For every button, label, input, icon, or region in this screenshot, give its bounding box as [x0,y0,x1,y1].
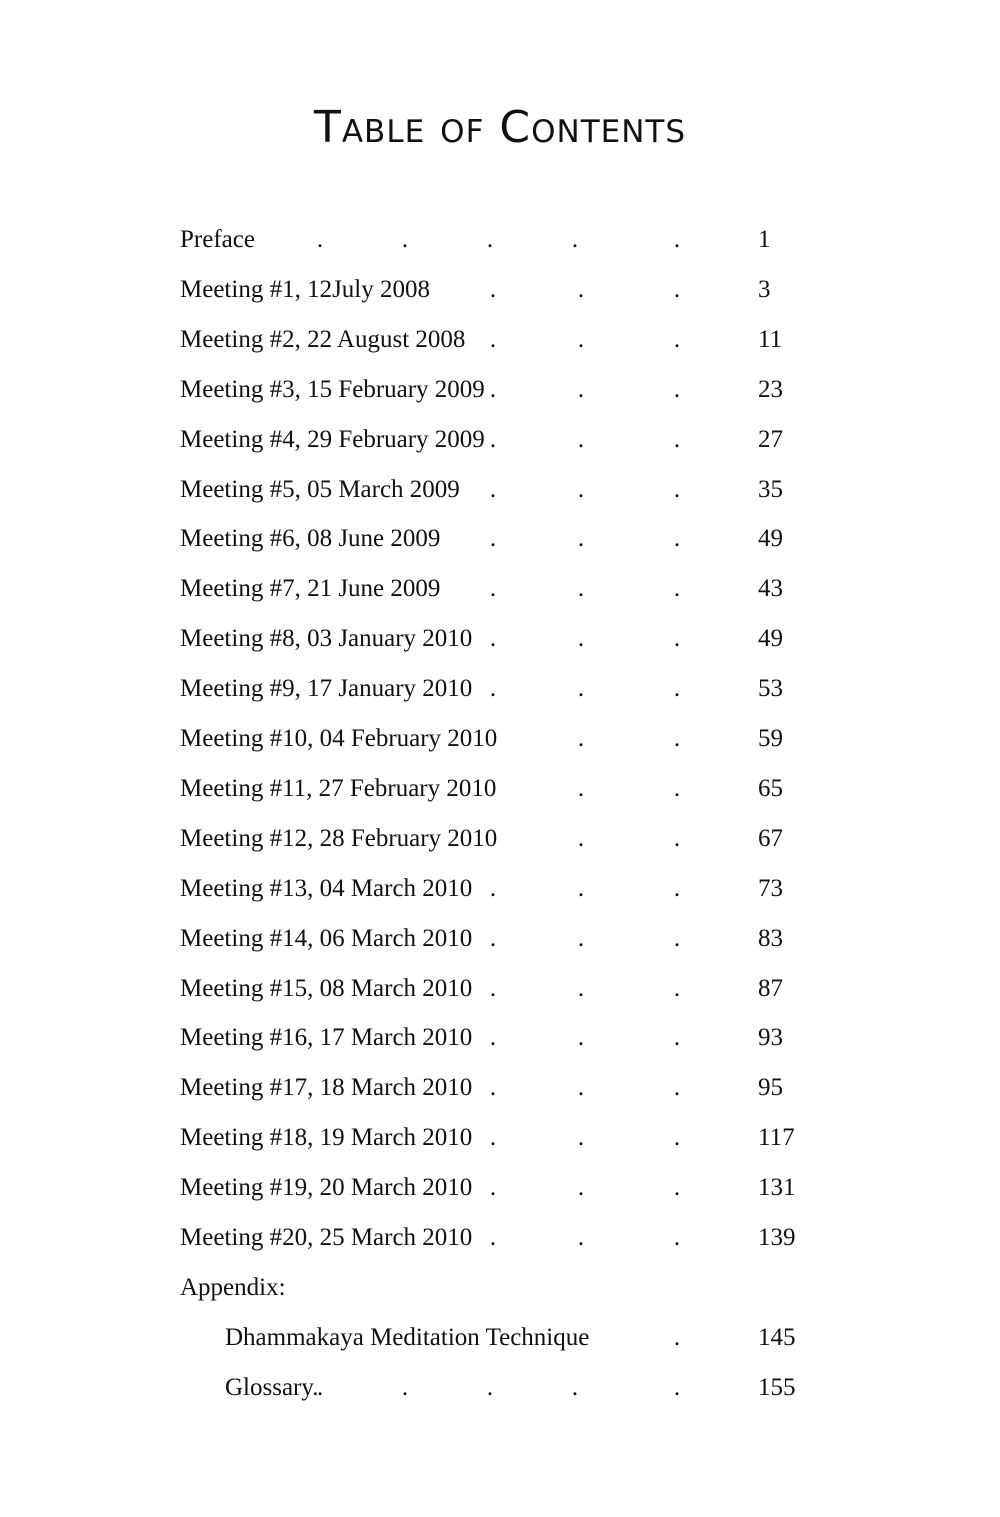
dot-leader [0,220,1000,260]
dot-leader [0,819,1000,859]
leader-dot: . [486,1373,494,1401]
leader-dot: . [577,425,585,453]
toc-entry[interactable] [0,1018,1000,1058]
dot-leader [0,1218,1000,1258]
toc-entry-label: Meeting #20, 25 March 2010 [180,1224,473,1251]
leader-dot: . [489,275,497,303]
leader-dot: . [577,675,585,703]
toc-entry-label: Meeting #17, 18 March 2010 [180,1074,473,1102]
toc-entry-page-number: 1 [758,226,771,253]
toc-entry-page-number: 145 [758,1323,796,1351]
leader-dot: . [316,226,324,253]
leader-dot: . [673,1373,681,1401]
leader-dot: . [489,325,497,353]
toc-entry-label: Meeting #7, 21 June 2009 [180,575,441,603]
leader-dot: . [577,1174,585,1202]
leader-dot: . [577,824,585,852]
toc-entry[interactable] [0,869,1000,909]
dot-leader [0,919,1000,959]
toc-entry-page-number: 65 [758,774,783,802]
toc-entry[interactable] [0,470,1000,510]
leader-dot: . [489,1174,497,1202]
leader-dot: . [577,575,585,603]
dot-leader [0,769,1000,809]
leader-dot: . [673,575,681,603]
toc-entry[interactable] [0,1218,1000,1258]
dot-leader [0,569,1000,609]
toc-entry-label: Meeting #12, 28 February 2010 [180,824,498,852]
leader-dot: . [401,226,409,253]
dot-leader [0,320,1000,360]
toc-entry-page-number: 155 [758,1373,796,1401]
toc-entry[interactable] [0,1118,1000,1158]
leader-dot: . [673,475,681,503]
toc-entry-label: Meeting #2, 22 August 2008 [180,325,466,353]
toc-entry-page-number: 59 [758,725,783,752]
toc-entry[interactable] [0,1168,1000,1208]
leader-dot: . [577,375,585,403]
toc-entry-label: Meeting #15, 08 March 2010 [180,974,473,1002]
leader-dot: . [673,275,681,303]
toc-entry-label: Meeting #19, 20 March 2010 [180,1174,473,1202]
dot-leader [0,420,1000,460]
leader-dot: . [489,974,497,1002]
dot-leader [0,669,1000,709]
leader-dot: . [673,325,681,353]
leader-dot: . [489,425,497,453]
leader-dot: . [577,1024,585,1052]
toc-entry-page-number: 49 [758,525,783,553]
toc-entry-label: Glossary. [225,1373,319,1401]
leader-dot: . [577,625,585,653]
toc-entry[interactable] [0,519,1000,559]
leader-dot: . [673,1224,681,1251]
toc-entry-label: Meeting #1, 12July 2008 [180,275,430,303]
leader-dot: . [489,1024,497,1052]
toc-entry-label: Meeting #11, 27 February 2010 [180,774,497,802]
leader-dot: . [489,1074,497,1102]
toc-entry[interactable] [0,1318,1000,1358]
dot-leader [0,470,1000,510]
leader-dot: . [673,1074,681,1102]
dot-leader [0,370,1000,410]
leader-dot: . [489,874,497,902]
dot-leader [0,1318,1000,1358]
leader-dot: . [571,1373,579,1401]
toc-entry[interactable] [0,919,1000,959]
toc-entry-label: Meeting #8, 03 January 2010 [180,625,473,653]
toc-entry[interactable] [0,270,1000,310]
toc-entry-page-number: 11 [758,325,783,353]
leader-dot: . [673,974,681,1002]
toc-entry-label: Meeting #13, 04 March 2010 [180,874,473,902]
leader-dot: . [673,425,681,453]
leader-dot: . [673,924,681,952]
leader-dot: . [577,525,585,553]
leader-dot: . [489,625,497,653]
dot-leader [0,1168,1000,1208]
leader-dot: . [489,475,497,503]
dot-leader [0,1068,1000,1108]
page-title: Table of Contents [313,102,687,153]
leader-dot: . [489,1124,497,1152]
toc-entry-page-number: 131 [758,1174,796,1202]
leader-dot: . [577,725,585,752]
leader-dot: . [316,1373,324,1401]
toc-entry-label: Meeting #16, 17 March 2010 [180,1024,473,1052]
appendix-heading: Appendix: [180,1273,286,1301]
leader-dot: . [673,1124,681,1152]
toc-entry-page-number: 53 [758,675,783,703]
toc-entry-page-number: 67 [758,824,783,852]
dot-leader [0,1018,1000,1058]
leader-dot: . [489,375,497,403]
leader-dot: . [571,226,579,253]
toc-entry[interactable] [0,769,1000,809]
leader-dot: . [577,974,585,1002]
toc-entry-label: Preface [180,226,255,253]
toc-entry-page-number: 3 [758,275,771,303]
toc-entry[interactable] [0,619,1000,659]
toc-entry[interactable] [0,719,1000,759]
toc-entry-page-number: 139 [758,1224,796,1251]
toc-entry-page-number: 83 [758,924,783,952]
toc-entry[interactable] [0,969,1000,1009]
leader-dot: . [673,1323,681,1351]
leader-dot: . [577,924,585,952]
toc-entry[interactable] [0,669,1000,709]
leader-dot: . [577,1124,585,1152]
leader-dot: . [673,525,681,553]
leader-dot: . [577,774,585,802]
toc-entry[interactable] [0,220,1000,260]
toc-entry[interactable] [0,420,1000,460]
toc-entry[interactable] [0,370,1000,410]
toc-entry-page-number: 23 [758,375,783,403]
leader-dot: . [673,1024,681,1052]
appendix-heading-row [0,1268,1000,1308]
leader-dot: . [486,226,494,253]
toc-entry-page-number: 87 [758,974,783,1002]
dot-leader [0,619,1000,659]
leader-dot: . [673,226,681,253]
toc-entry-label: Dhammakaya Meditation Technique [225,1323,590,1351]
leader-dot: . [673,375,681,403]
toc-entry-page-number: 117 [758,1124,795,1152]
dot-leader [0,1368,1000,1408]
leader-dot: . [673,1174,681,1202]
toc-entry[interactable] [0,1068,1000,1108]
leader-dot: . [489,1224,497,1251]
dot-leader [0,1118,1000,1158]
toc-entry[interactable] [0,320,1000,360]
toc-entry-page-number: 27 [758,425,783,453]
leader-dot: . [577,1224,585,1251]
dot-leader [0,969,1000,1009]
toc-entry-page-number: 35 [758,475,783,503]
dot-leader [0,519,1000,559]
leader-dot: . [673,824,681,852]
toc-entry-page-number: 73 [758,874,783,902]
leader-dot: . [673,774,681,802]
leader-dot: . [401,1373,409,1401]
dot-leader [0,719,1000,759]
toc-entry-page-number: 43 [758,575,783,603]
leader-dot: . [577,475,585,503]
leader-dot: . [577,325,585,353]
toc-entry-label: Meeting #10, 04 February 2010 [180,725,498,752]
toc-entry-label: Meeting #4, 29 February 2009 [180,425,485,453]
toc-entry-label: Meeting #9, 17 January 2010 [180,675,473,703]
toc-entry-label: Meeting #14, 06 March 2010 [180,924,473,952]
dot-leader [0,270,1000,310]
toc-entry-label: Meeting #18, 19 March 2010 [180,1124,473,1152]
leader-dot: . [489,575,497,603]
leader-dot: . [489,675,497,703]
toc-entry-page-number: 49 [758,625,783,653]
toc-entry-label: Meeting #3, 15 February 2009 [180,375,485,403]
toc-entry-page-number: 95 [758,1074,783,1102]
toc-entry[interactable] [0,1368,1000,1408]
toc-entry-label: Meeting #6, 08 June 2009 [180,525,441,553]
toc-entry[interactable] [0,819,1000,859]
toc-entry-label: Meeting #5, 05 March 2009 [180,475,460,503]
leader-dot: . [577,1074,585,1102]
leader-dot: . [489,924,497,952]
leader-dot: . [673,874,681,902]
dot-leader [0,869,1000,909]
leader-dot: . [673,675,681,703]
leader-dot: . [673,625,681,653]
toc-entry[interactable] [0,569,1000,609]
leader-dot: . [489,525,497,553]
leader-dot: . [577,874,585,902]
leader-dot: . [577,275,585,303]
toc-entry-page-number: 93 [758,1024,783,1052]
leader-dot: . [673,725,681,752]
